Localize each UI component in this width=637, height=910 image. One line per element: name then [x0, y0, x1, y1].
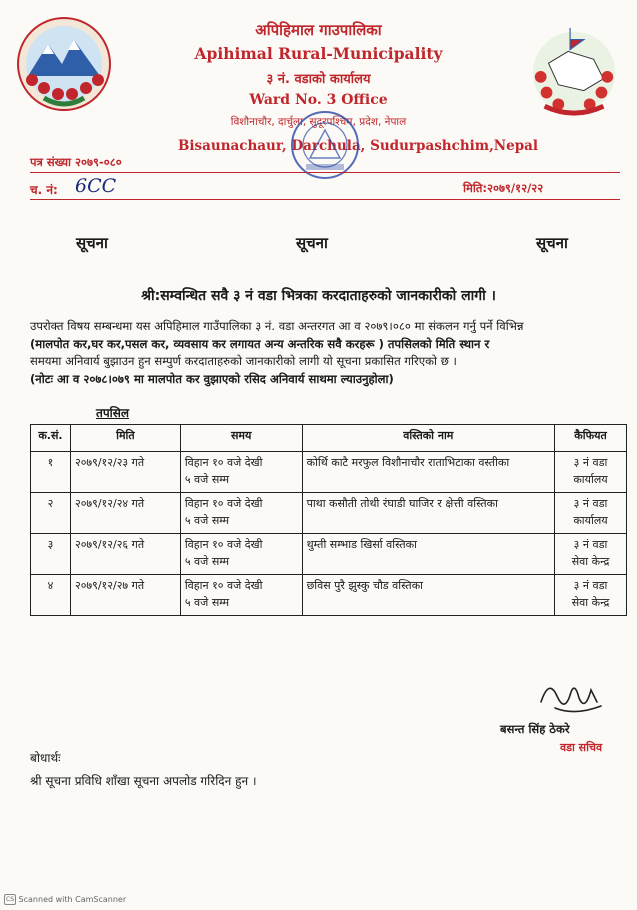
signature-icon: [535, 672, 607, 722]
row-sn: २: [31, 493, 71, 534]
signatory-title: वडा सचिव: [560, 741, 603, 754]
notice-word-center: सूचना: [296, 234, 328, 252]
body-line: उपरोक्त विषय सम्बन्धमा यस अपिहिमाल गाउँपालिका ३ नं. वडा अन्तरगत आ व २०७९।०८० मा संकलन गर्नु पर्ने विभिन्न: [30, 319, 524, 333]
row-date: २०७९/१२/२६ गते: [70, 534, 180, 575]
time-from: विहान १० वजे देखी: [184, 497, 263, 510]
row-time: [180, 534, 302, 575]
ward-office-en: Ward No. 3 Office: [249, 92, 388, 108]
row-place: कोर्थि काटै मरफुल विशौनाचौर राताभिटाका वस्तीका: [302, 452, 554, 493]
remark-location: कार्यालय: [573, 514, 608, 527]
cc-label: बोधार्थः: [30, 751, 61, 765]
row-date: २०७९/१२/२३ गते: [70, 452, 180, 493]
address-en: Bisaunachaur, Darchula, Sudurpashchim,Nepal: [178, 138, 539, 154]
column-header-sn: क.सं.: [31, 425, 71, 452]
table-row: [31, 493, 627, 534]
row-place: पाथा कसौती तोथी रंघाडी घाजिर र क्षेत्ती वस्तिका: [302, 493, 554, 534]
notice-word-left: सूचना: [76, 234, 108, 252]
remark-location: सेवा केन्द्र: [571, 596, 610, 609]
municipality-name-en: Apihimal Rural-Municipality: [194, 44, 443, 63]
notice-body: [30, 318, 630, 388]
dispatch-label: च. नं:: [30, 183, 58, 197]
row-sn: ३: [31, 534, 71, 575]
column-header-time: समय: [180, 425, 302, 452]
time-from: विहान १० वजे देखी: [184, 579, 263, 592]
municipality-name-np: अपिहिमाल गाउपालिका: [255, 21, 382, 39]
column-header-date: मिति: [70, 425, 180, 452]
cc-line: श्री सूचना प्रविधि शाँखा सूचना अपलोड गरिदिन हुन ।: [30, 774, 257, 788]
row-time: [180, 575, 302, 616]
time-to: ५ वजे सम्म: [184, 514, 230, 527]
letter-number: पत्र संख्या २०७९-०८०: [30, 155, 122, 169]
row-sn: ४: [31, 575, 71, 616]
office-stamp-icon: [288, 108, 362, 182]
row-date: २०७९/१२/२७ गते: [70, 575, 180, 616]
row-place: छविस पुरै झुस्कु चौड वस्तिका: [302, 575, 554, 616]
row-date: २०७९/१२/२४ गते: [70, 493, 180, 534]
address-np: विशौनाचौर, दार्चुला, सुदूरपश्चिम, प्रदेश, नेपाल: [230, 116, 407, 128]
letter-date: मिति:२०७९/१२/२२: [463, 181, 544, 195]
row-remarks: [555, 493, 627, 534]
column-header-place: वस्तिको नाम: [302, 425, 554, 452]
table-header-row: [31, 425, 627, 452]
body-note: (नोटः आ व २०७८।०७९ मा मालपोत कर वुझाएको रसिद अनिवार्य साथमा ल्याउनुहोला): [30, 371, 394, 386]
header-divider-top: [30, 172, 620, 173]
time-from: विहान १० वजे देखी: [184, 538, 263, 551]
time-from: विहान १० वजे देखी: [184, 456, 263, 469]
camscanner-icon: CS: [6, 896, 14, 903]
dispatch-number: 6CC: [75, 175, 117, 197]
row-place: थुम्ती सम्भाड खिर्सा वस्तिका: [302, 534, 554, 575]
row-time: [180, 493, 302, 534]
remark-ward: ३ नं वडा: [573, 538, 608, 551]
time-to: ५ वजे सम्म: [184, 473, 230, 486]
schedule-table: [30, 424, 627, 616]
column-header-remarks: कैफियत: [555, 425, 627, 452]
ward-office-np: ३ नं. वडाको कार्यालय: [266, 72, 371, 87]
row-time: [180, 452, 302, 493]
remark-ward: ३ नं वडा: [573, 497, 608, 510]
header-divider-bottom: [30, 199, 620, 200]
time-to: ५ वजे सम्म: [184, 596, 230, 609]
remark-ward: ३ नं वडा: [573, 579, 608, 592]
body-line: समयमा अनिवार्य बुझाउन हुन सम्पुर्ण करदाताहरुको जानकारीको लागी यो सूचना प्रकासित गरिएको छ ।: [30, 354, 457, 368]
remark-location: सेवा केन्द्र: [571, 555, 610, 568]
row-sn: १: [31, 452, 71, 493]
remark-ward: ३ नं वडा: [573, 456, 608, 469]
table-heading: तपसिल: [96, 406, 130, 420]
notice-subject: श्री:सम्वन्धित सवै ३ नं वडा भित्रका करदाताहरुको जानकारीको लागी ।: [141, 288, 496, 304]
body-line: (मालपोत कर,घर कर,पसल कर, व्यवसाय कर लगायत अन्य अन्तरिक सवै करहरू ) तपसिलको मिति स्थान र: [30, 336, 490, 351]
notice-word-right: सूचना: [536, 234, 568, 252]
row-remarks: [555, 452, 627, 493]
scanner-text: Scanned with CamScanner: [18, 895, 127, 904]
signatory-name: बसन्त सिंह ठेकरे: [500, 722, 570, 736]
row-remarks: [555, 534, 627, 575]
row-remarks: [555, 575, 627, 616]
table-row: [31, 452, 627, 493]
scanner-watermark: [4, 894, 126, 905]
table-row: [31, 534, 627, 575]
remark-location: कार्यालय: [573, 473, 608, 486]
time-to: ५ वजे सम्म: [184, 555, 230, 568]
table-row: [31, 575, 627, 616]
